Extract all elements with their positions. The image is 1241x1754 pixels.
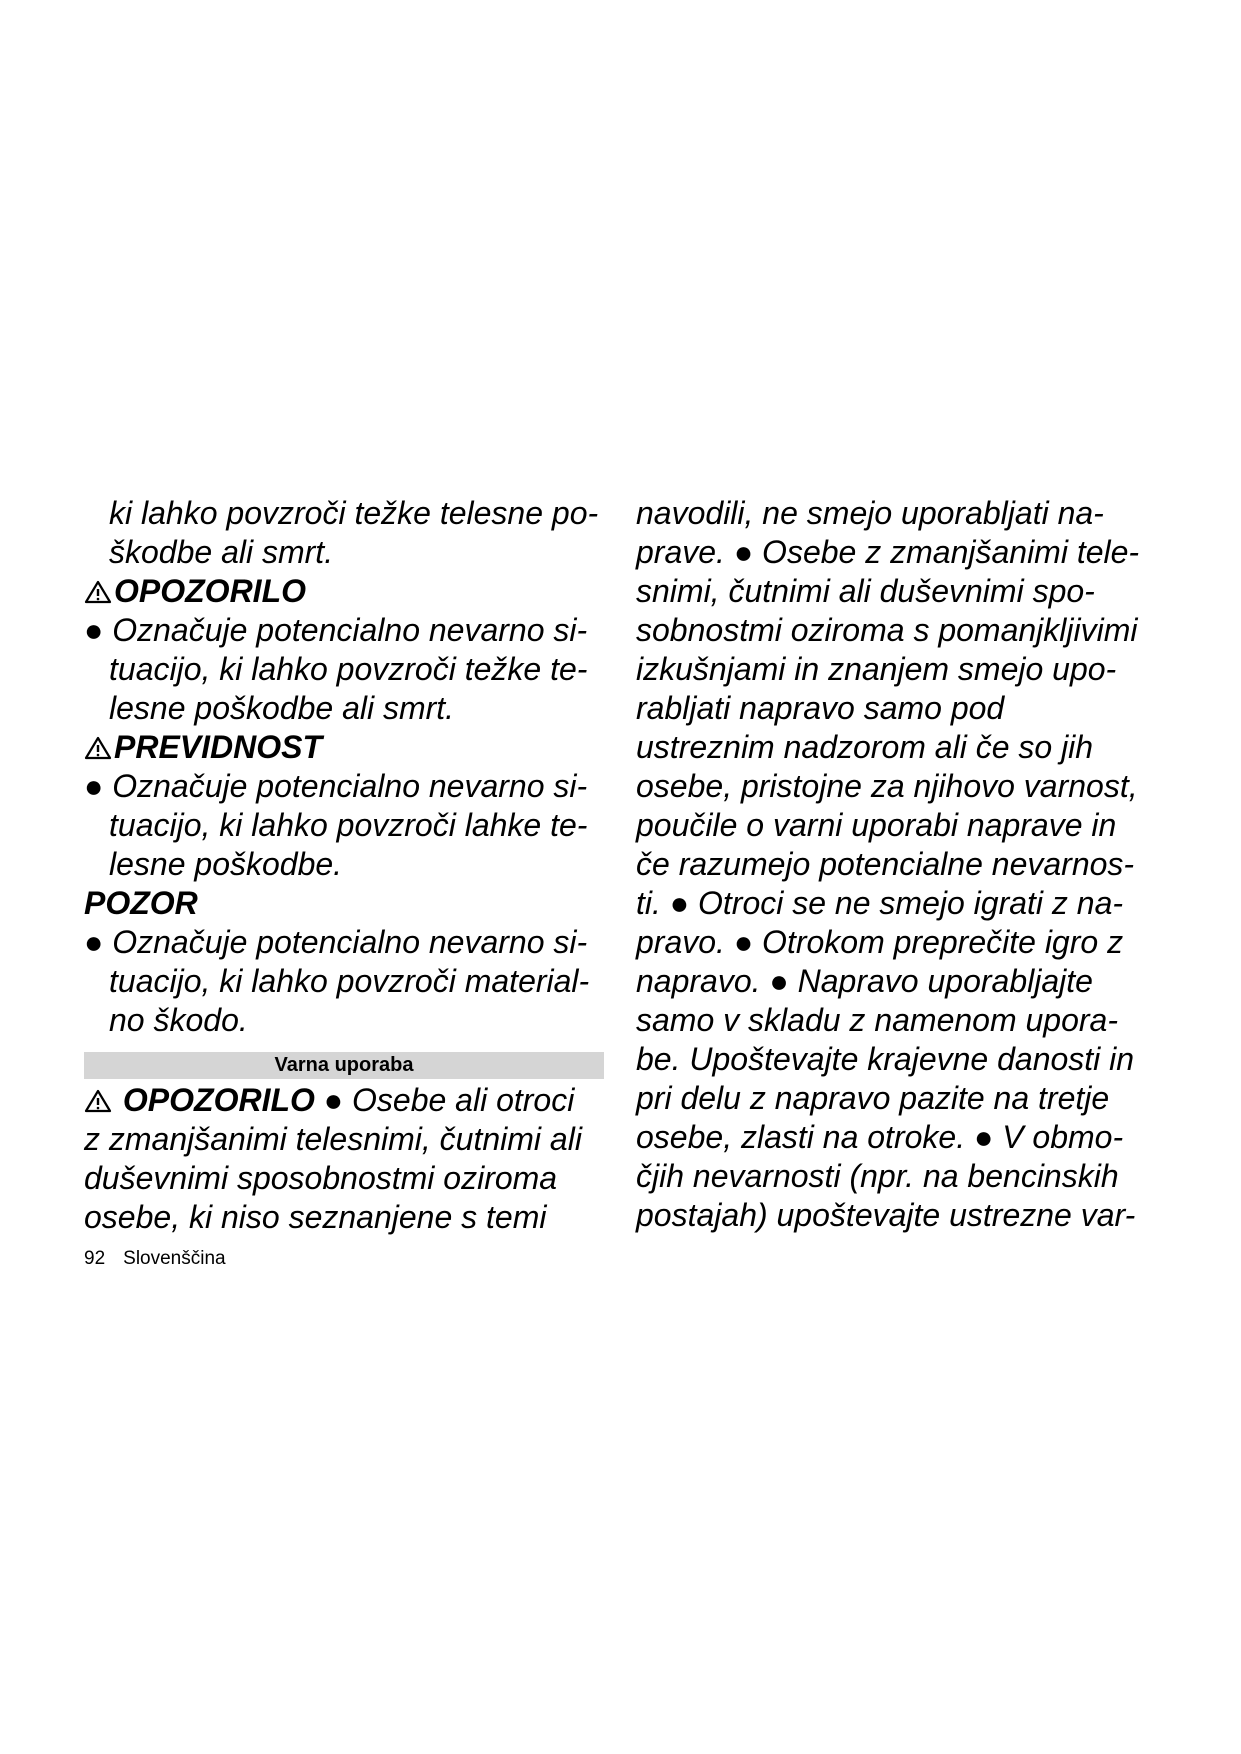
text-line: pravo. ● Otrokom preprečite igro z [636,924,1124,960]
text-line: ustreznim nadzorom ali če so jih [636,729,1094,765]
heading-previdnost [84,728,614,767]
heading-text: OPOZORILO [114,573,306,609]
text-line: duševnimi sposobnostmi oziroma [84,1160,558,1196]
footer-language: Slovenščina [123,1248,226,1269]
page-footer [84,1248,244,1270]
text-line: ti. ● Otroci se ne smejo igrati z na- [636,885,1124,921]
text-line: tuacijo, ki lahko povzroči material- [109,963,590,999]
text-line: lesne poškodbe. [109,846,343,882]
text-line: poučile o varni uporabi naprave in [636,807,1117,843]
text-line: prave. ● Osebe z zmanjšanimi tele- [636,534,1140,570]
text-line: tuacijo, ki lahko povzroči težke te- [109,651,588,687]
left-column [84,494,614,1237]
text-line: tuacijo, ki lahko povzroči lahke te- [109,807,588,843]
text-line: lesne poškodbe ali smrt. [109,690,455,726]
bullet-line: ● Označuje potencialno nevarno si- [84,612,588,648]
text-line: osebe, zlasti na otroke. ● V obmo- [636,1119,1124,1155]
heading-text: PREVIDNOST [114,729,323,765]
warning-triangle-icon [84,736,112,760]
right-column [636,494,1181,1235]
warning-label: OPOZORILO [122,1082,315,1118]
text-line: postajah) upoštevajte ustrezne var- [636,1197,1136,1233]
text-line: snimi, čutnimi ali duševnimi spo- [636,573,1095,609]
heading-pozor: POZOR [84,885,198,921]
page-number: 92 [84,1248,106,1269]
text-segment: ● Osebe ali otroci [314,1082,575,1118]
text-line: ki lahko povzroči težke telesne po- [109,495,599,531]
text-line: navodili, ne smejo uporabljati na- [636,495,1104,531]
text-line: osebe, pristojne za njihovo varnost, [636,768,1138,804]
text-line: rabljati napravo samo pod [636,690,1005,726]
text-line: sobnostmi oziroma s pomanjkljivimi [636,612,1138,648]
text-line: osebe, ki niso seznanjene s temi [84,1199,547,1235]
text-line: škodbe ali smrt. [109,534,334,570]
text-line: pri delu z napravo pazite na tretje [636,1080,1110,1116]
text-line: izkušnjami in znanjem smejo upo- [636,651,1117,687]
warning-triangle-icon [84,580,112,604]
text-line: samo v skladu z namenom upora- [636,1002,1118,1038]
text-line: no škodo. [109,1002,248,1038]
bullet-line: ● Označuje potencialno nevarno si- [84,768,588,804]
text-line: čjih nevarnosti (npr. na bencinskih [636,1158,1119,1194]
text-line: napravo. ● Napravo uporabljajte [636,963,1093,999]
text-line: če razumejo potencialne nevarnos- [636,846,1135,882]
warning-triangle-icon [84,1089,112,1113]
text-line: z zmanjšanimi telesnimi, čutnimi ali [84,1121,582,1157]
bullet-line: ● Označuje potencialno nevarno si- [84,924,588,960]
text-line [84,1081,614,1120]
heading-opozorilo [84,572,614,611]
text-line: be. Upoštevajte krajevne danosti in [636,1041,1135,1077]
section-title-bar: Varna uporaba [84,1052,604,1079]
